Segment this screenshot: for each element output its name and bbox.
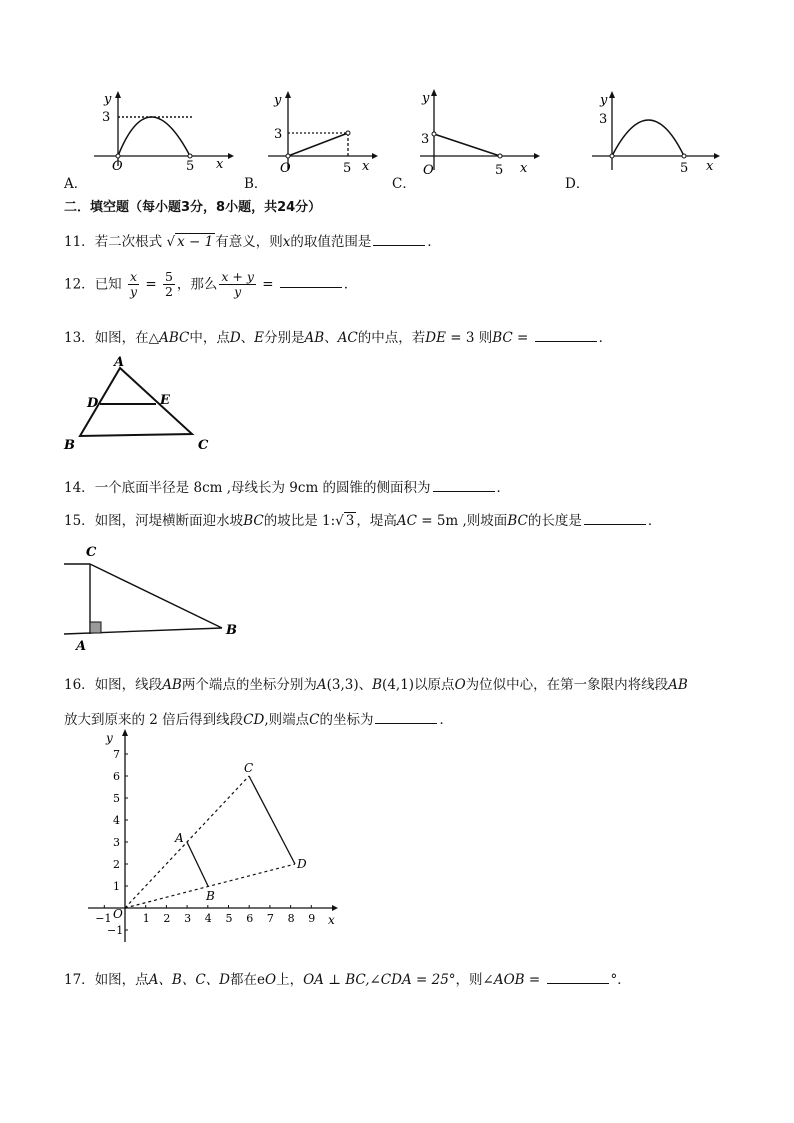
q13-text-5: = 3 则 — [445, 330, 493, 346]
q16-text-3: 以原点 — [414, 677, 455, 693]
q13-label-d: D — [87, 396, 99, 411]
q16-label-b: B — [206, 889, 215, 903]
option-c-xaxis: x — [520, 161, 528, 176]
option-a-xtick: 5 — [186, 159, 195, 170]
q15-answer-blank[interactable] — [584, 524, 646, 525]
option-c-yaxis: y — [422, 91, 430, 106]
q15-radicand: 3 — [345, 513, 355, 529]
q16-x-tick-label: 9 — [308, 912, 316, 925]
q13-text-1: 如图，在△ — [94, 330, 160, 346]
q13-sep2: 、 — [324, 330, 338, 346]
question-17 — [64, 968, 631, 988]
q13-label-c: C — [198, 438, 209, 453]
q16-x-tick-label: 3 — [184, 912, 192, 925]
q11-end: ． — [427, 234, 441, 250]
q15-number: 15． — [64, 513, 95, 529]
option-d-xtick: 5 — [680, 161, 689, 176]
q17-text-1: 如图，点 — [94, 972, 149, 988]
option-d-xaxis: x — [706, 159, 714, 174]
q11-text-2: 有意义，则 — [215, 234, 283, 250]
q16-y-tick-label: −1 — [107, 924, 124, 937]
q16-text-1: 如图，线段 — [94, 677, 163, 693]
q15-text-2: 的坡比是 1: — [263, 513, 336, 529]
section-heading: 二．填空题（每小题3分，8小题，共24分） — [64, 200, 322, 215]
q16-segment-ab — [187, 842, 208, 886]
q14-answer-blank[interactable] — [433, 491, 495, 492]
q16-answer-blank[interactable] — [375, 723, 437, 724]
q16-ab2: AB — [668, 677, 688, 693]
q16-y-tick-label: 4 — [113, 814, 120, 827]
option-c-xtick: 5 — [495, 163, 504, 178]
q11-text-3: 的取值范围是 — [290, 234, 372, 250]
q16-x-tick-label: 5 — [225, 912, 233, 925]
q11-text-1: 若二次根式 — [94, 234, 163, 250]
q16-y-tick-label: 5 — [113, 792, 120, 805]
q12-text-2: ，那么 — [176, 276, 218, 293]
q14-text: 一个底面半径是 8cm ,母线长为 9cm 的圆锥的侧面积为 — [94, 480, 431, 496]
q11-radical: √ x − 1 — [166, 234, 214, 250]
q16-text-2: 两个端点的坐标分别为 — [181, 677, 317, 693]
q13-label-a: A — [114, 355, 125, 370]
q17-number: 17． — [64, 972, 95, 988]
option-b-ytick: 3 — [274, 127, 283, 142]
q12-number: 12． — [64, 276, 95, 293]
q12-frac1-num: x — [129, 269, 138, 284]
q15-text-1: 如图，河堤横断面迎水坡 — [94, 513, 244, 529]
q13-de: DE — [425, 330, 446, 346]
q16-segment-cd — [249, 776, 295, 864]
q16-text-4: 为位似中心，在第一象限内将线段 — [465, 677, 669, 693]
q16-label-d: D — [297, 857, 307, 871]
q15-text-3: ，堤高 — [356, 513, 397, 529]
option-d-yaxis: y — [600, 93, 608, 108]
q15-label-c: C — [86, 545, 97, 560]
q16-b: B — [372, 677, 383, 693]
option-a-yaxis: y — [104, 92, 112, 107]
q13-end: ． — [598, 330, 613, 346]
q11-answer-blank[interactable] — [373, 245, 425, 246]
q17-circle-symbol: e — [257, 972, 266, 988]
q17-text-2: 都在 — [230, 972, 258, 988]
q17-text-4: ，则 — [455, 972, 483, 988]
q16-text-7: 的坐标为 — [319, 712, 374, 728]
q13-text-4: 的中点，若 — [357, 330, 426, 346]
q16-number: 16． — [64, 677, 95, 693]
q16-a-coord: (3,3) — [326, 677, 359, 693]
q16-y-tick-label: 1 — [113, 880, 120, 893]
q12-frac3-num: x + y — [221, 269, 254, 284]
q13-ab: AB — [304, 330, 325, 346]
option-b-xaxis: x — [362, 159, 370, 174]
q16-origin-label: O — [113, 907, 123, 921]
q16-label-c: C — [244, 761, 254, 775]
q17-end: °． — [610, 972, 631, 988]
q16-text-6: ,则端点 — [264, 712, 310, 728]
q16-y-tick-label: 3 — [113, 836, 120, 849]
q16-x-tick-label: 2 — [163, 912, 171, 925]
q17-text-3: 上， — [276, 972, 304, 988]
q16-cd: CD — [243, 712, 265, 728]
q14-end: ． — [496, 480, 511, 496]
option-b-origin: O — [280, 161, 291, 176]
q15-text-5: 的长度是 — [527, 513, 582, 529]
q17-o: O — [265, 972, 277, 988]
question-15 — [64, 509, 661, 529]
q16-a: A — [316, 677, 327, 693]
q13-label-e: E — [160, 393, 170, 408]
option-c-ytick: 3 — [421, 132, 430, 147]
q15-label-a: A — [76, 639, 87, 652]
q12-answer-blank[interactable] — [280, 287, 342, 288]
q15-slope-figure — [62, 542, 252, 652]
q15-ac: AC — [396, 513, 417, 529]
q16-text-5: 放大到原来的 2 倍后得到线段 — [64, 712, 244, 728]
q13-text-6: = — [512, 330, 533, 346]
q12-eq2: = — [257, 276, 278, 293]
q13-d: D — [229, 330, 241, 346]
q12-fraction-xy-over-y — [219, 270, 256, 300]
q16-coordinate-figure — [86, 728, 346, 950]
q12-fraction-x-over-y — [128, 270, 139, 300]
q13-answer-blank[interactable] — [535, 341, 597, 342]
q17-points: A、B、C、D — [148, 972, 231, 988]
q16-x-tick-label: 8 — [287, 912, 295, 925]
q11-radicand: x − 1 — [177, 234, 214, 250]
option-c-label: C． — [392, 176, 416, 192]
q16-b-coord: (4,1) — [382, 677, 415, 693]
option-b-xtick: 5 — [343, 161, 352, 176]
q11-variable: x — [282, 234, 291, 250]
q16-y-tick-label: 2 — [113, 858, 120, 871]
q13-sep1: 、 — [240, 330, 255, 346]
q13-ac: AC — [337, 330, 358, 346]
q16-y-tick-label: 7 — [113, 748, 120, 761]
q16-c: C — [309, 712, 320, 728]
q13-number: 13． — [64, 330, 95, 346]
q12-frac2-den: 2 — [164, 284, 173, 300]
option-c-graph — [414, 86, 544, 178]
q16-o: O — [454, 677, 466, 693]
option-c-origin: O — [423, 163, 434, 178]
option-d-graph — [588, 88, 726, 178]
q13-label-b: B — [64, 438, 75, 453]
q13-bc: BC — [492, 330, 513, 346]
q13-abc: ABC — [159, 330, 190, 346]
q12-end: ． — [343, 276, 358, 293]
q13-triangle-figure — [60, 354, 220, 454]
question-11 — [64, 230, 441, 250]
q16-y-axis-label: y — [106, 731, 113, 745]
q16-x-tick-label: 1 — [142, 912, 150, 925]
q16-x-tick-label: 6 — [246, 912, 254, 925]
option-a-origin: O — [112, 159, 123, 170]
q16-label-a: A — [175, 831, 184, 845]
q16-sep: 、 — [358, 677, 373, 693]
q13-text-2: 中，点 — [189, 330, 230, 346]
option-a-ytick: 3 — [102, 110, 111, 125]
q15-bc: BC — [243, 513, 264, 529]
q15-label-b: B — [226, 623, 237, 638]
q14-number: 14． — [64, 480, 95, 496]
option-b-graph — [262, 88, 382, 180]
q15-bc2: BC — [507, 513, 528, 529]
q12-frac3-den: y — [234, 284, 242, 300]
q15-sqrt3: √ 3 — [335, 513, 355, 529]
q12-text-1: 已知 — [94, 276, 122, 293]
q17-text-5: = — [524, 972, 545, 988]
q13-text-3: 分别是 — [264, 330, 305, 346]
option-a-xaxis: x — [216, 157, 224, 170]
q16-y-tick-label: 6 — [113, 770, 120, 783]
option-a-label: A． — [64, 176, 88, 192]
option-d-label: D． — [565, 176, 590, 192]
q15-text-4: = 5m ,则坡面 — [416, 513, 508, 529]
q16-x-tick-label: 4 — [204, 912, 212, 925]
q16-x-tick-label: −1 — [95, 912, 112, 925]
question-16-line-2 — [64, 708, 453, 728]
option-d-ytick: 3 — [599, 112, 608, 127]
question-14 — [64, 476, 510, 496]
q12-frac1-den: y — [129, 284, 138, 300]
q12-fraction-5-over-2 — [163, 270, 175, 300]
question-13 — [64, 326, 612, 346]
question-16-line-1 — [64, 673, 688, 693]
q13-e: E — [254, 330, 265, 346]
q16-ab: AB — [162, 677, 182, 693]
q12-eq: = — [141, 276, 161, 293]
question-12 — [64, 270, 357, 300]
q16-x-axis-label: x — [328, 913, 335, 927]
option-a-graph — [88, 88, 238, 170]
q17-condition: OA ⊥ BC,∠CDA = 25° — [303, 972, 456, 988]
q12-frac2-num: 5 — [164, 269, 173, 284]
q17-angle: ∠AOB — [482, 972, 525, 988]
q16-end: ． — [439, 712, 453, 728]
q16-x-tick-label: 7 — [266, 912, 274, 925]
option-b-label: B． — [244, 176, 268, 192]
q11-number: 11． — [64, 234, 95, 250]
option-b-yaxis: y — [274, 93, 282, 108]
q17-answer-blank[interactable] — [547, 983, 609, 984]
q15-end: ． — [647, 513, 662, 529]
